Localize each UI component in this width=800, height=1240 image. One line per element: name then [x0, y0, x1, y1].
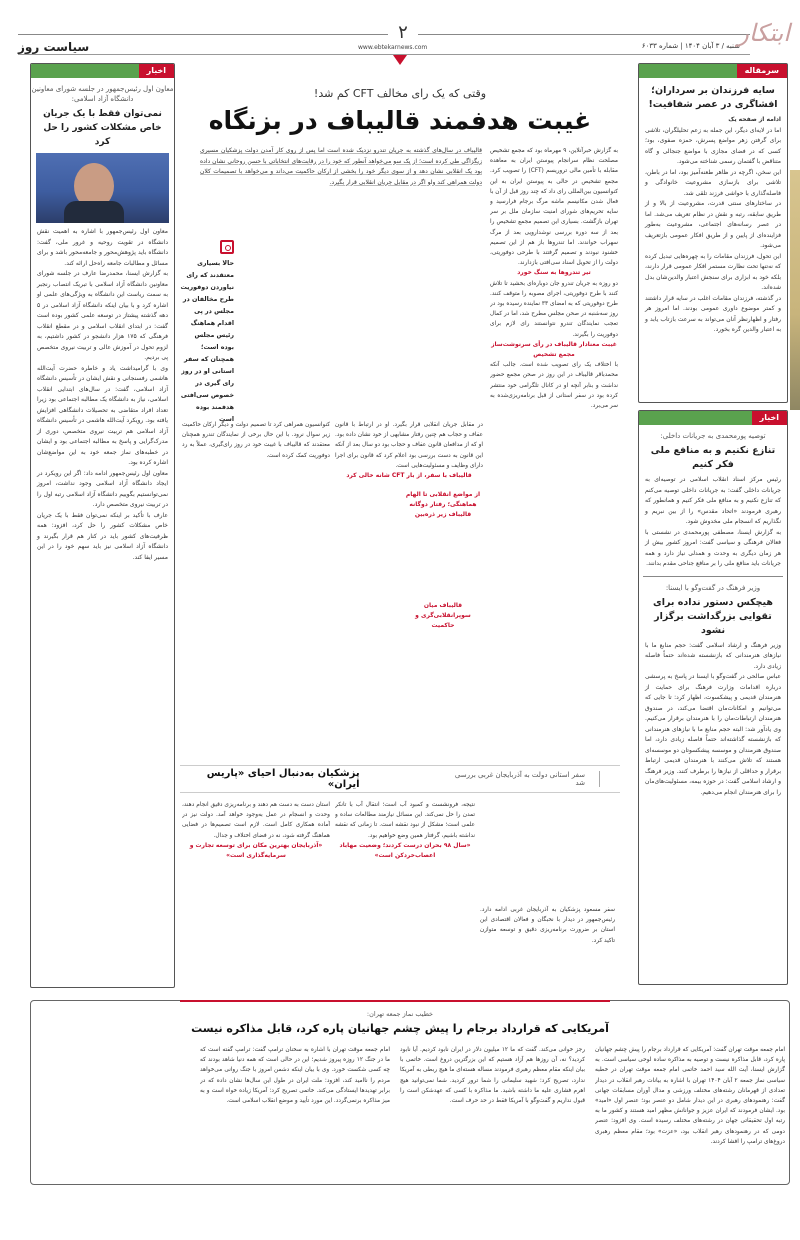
news-kicker: توصیه پورمحمدی به جریانات داخلی: — [660, 432, 766, 440]
editorial-label: سرمقاله — [737, 64, 787, 78]
news-label: اخبار — [139, 64, 174, 78]
editorial-header — [639, 64, 787, 78]
bottom-headline[interactable]: آمریکایی که قرارداد برجام را پیش چشم جهانیان پاره کرد، قابل مذاکره نیست — [191, 1022, 609, 1035]
editorial-box — [638, 63, 788, 403]
editorial-paragraph: این تحول، فرزندان مقامات را به چهره‌هایی تبدیل کرده که نه‌تنها تحت نظارت مستمر افکار عمومی قرار دارند، بلکه خود به ابزاری برای سنجش اعتبار والدین‌شان بدل شده‌اند. — [645, 252, 781, 291]
pezeshkian-col-3: سفر مسعود پزشکیان به آذربایجان غربی ادامه دارد. رئیس‌جمهور در دیدار با نخبگان و فعالان اقتصادی این استان بر ضرورت برنامه‌ریزی دقیق و توسعه متوازن تاکید کرد. — [480, 907, 615, 944]
bottom-col-left: امام جمعه موقت تهران با اشاره به سخنان ترامپ گفت: ترامپ گفته است که ما در جنگ ۱۲ روزه پیروز شدیم؛ این در حالی است که همه دنیا شاهد بودند که چه کسی شکست خورد. وی با بیان اینکه دشمن امروز با جنگ روانی می‌خواهد مردم را ناامید کند، افزود: ملت ایران در طول این سال‌ها نشان داده که در برابر تهدیدها ایستادگی می‌کند. خاتمی تصریح کرد: آمریکا زیاده خواه است و به میز مذاکره برنمی‌گردد. این مورد تأیید و موضع انقلاب اسلامی است. — [200, 1047, 390, 1105]
main-col-4: کنوانسیون همراهی کرد تا تصمیم دولت و دیگر ارکان حاکمیت زیر سوال نرود. با این حال برخی از نمایندگان تندرو همچنان معتقدند که قالیباف با غیبت خود در روز رای‌گیری، عملاً به رد دوفوریت کمک کرده است. — [182, 422, 330, 459]
news-paragraph: معاون اول رئیس‌جمهور با اشاره به اهمیت نقش دانشگاه در تقویت روحیه و غرور ملی، گفت: دانشگاه باید پژوهش‌محور و جامعه‌محور باشد و برای مسائل و مطالبات جامعه راه‌حل ارائه کند. — [37, 228, 168, 267]
news-title[interactable]: نمی‌توان فقط با یک جریان خاص مشکلات کشور را حل کرد — [43, 109, 162, 147]
qalibaf-photo — [790, 170, 800, 410]
news-header — [639, 411, 787, 425]
main-col-3: در مقابل جریان انقلابی قرار بگیرد. او در ارتباط با قانون عفاف و حجاب هم چنین رفتار مشابهی از خود نشان داده بود. او که از مدافعان قانون عفاف و حجاب بود دو سال بعد از آنکه این قانون به دست بررسی بود اعلام کرد که قانون برای اجرا دارای وظایف و مسئولیت‌هایی است. قالیباف با سفر، از بار CFT شانه خالی کرد — [335, 420, 483, 760]
pezeshkian-col-1: نتیجه، فرونشست و کمبود آب است؛ انتقال آب با تانکر تمدن را حل نمی‌کند. این مسائل نیازمند مطالعات ساده و علمی است؛ مشکل از نبود نقشه است. تا زمانی که نقشه نداشته باشیم، گرفتار همین وضع خواهیم بود. «سال ۹۸ بحران درست کردند؛ وضعیت مهاباد اعصاب‌خردکن است» — [335, 800, 475, 990]
main-col-2 — [405, 490, 481, 760]
pezeshkian-quote: «سال ۹۸ بحران درست کردند؛ وضعیت مهاباد اعصاب‌خردکن است» — [339, 841, 471, 860]
news-paragraph: وزیر فرهنگ و ارشاد اسلامی گفت: حجم منابع ما با نیازهای هنرمندانی که بازنشسته شده‌اند حتماً فاصله زیادی دارد. — [645, 641, 781, 670]
aref-photo — [36, 153, 169, 223]
newspaper-logo: ابتکار — [737, 19, 790, 47]
subhead: از مواضع انقلابی تا الهام هماهنگی؛ رفتار دوگانه قالیباف زیر ذره‌بین — [405, 491, 481, 519]
news-paragraph: به گزارش ایسنا، مصطفی پورمحمدی در نشستی با فعالان فرهنگی و سیاسی گفت: امروز کشور بیش از هر زمان دیگری به وحدت و همدلی نیاز دارد و همه جریانات باید منافع ملی را بر منافع جناحی مقدم بدانند. — [645, 528, 781, 567]
pezeshkian-quote: «آذربایجان بهترین مکان برای توسعه تجارت و سرمایه‌گذاری است» — [189, 841, 323, 860]
news-paragraph: رئیس مرکز اسناد انقلاب اسلامی در توصیه‌ای به جریانات داخلی گفت: به جریانات داخلی توصیه می‌کنم که تنازع نکنیم و به منافع ملی فکر کنیم و همانطور که رهبری فرمودند «اتحاد مقدس» را از بین نبریم و نگذاریم که انسجام ملی مخدوش شود. — [645, 476, 781, 525]
pezeshkian-header — [180, 765, 620, 793]
news-paragraph: عارف با تأکید بر اینکه نمی‌توان فقط با یک جریان خاص مشکلات کشور را حل کرد، افزود: همه ظرفیت‌های کشور باید در کنار هم قرار بگیرند و دانشگاه آزاد اسلامی نیز باید سهم خود را در این مسیر ایفا کند. — [37, 511, 168, 561]
news-kicker-2: وزیر فرهنگ در گفت‌وگو با ایسنا: — [665, 583, 761, 592]
news-paragraph: عباس صالحی در گفت‌وگو با ایسنا در پاسخ به پرسشی درباره اقدامات وزارت فرهنگ برای حمایت از هنرمندان قدیمی و پیشکسوت، اظهار کرد: تا جایی که می‌توانیم و امکانات‌مان اقتضا می‌کند، در صندوق هنرمندان ارتباطات‌مان را با هنرمندان برقرار می‌کنیم. وی یادآور شد: البته حجم منابع ما با نیازهای هنرمندانی که بازنشسته گذاشته‌اند حتماً فاصله زیادی دارد، اما صندوق هنرمندان و موسسه پیشکسوتان دو موسسه‌ای هستند که تلاش می‌کنند با هنرمندان قدیمی ارتباط برقرار و حداقلی از نیازها را برطرف کنند. وزیر فرهنگ و ارشاد اسلامی گفت: در حوزه بیمه، مسئولیت‌های‌مان را برای هنرمندان انجام می‌دهیم. — [645, 673, 781, 796]
site-url[interactable]: www.ebtekarnews.com — [358, 44, 428, 51]
news-box-left — [30, 63, 175, 988]
news-title[interactable]: تنازع نکنیم و به منافع ملی فکر کنیم — [650, 445, 776, 470]
news-box-right — [638, 410, 788, 985]
masthead-rule — [18, 34, 750, 35]
masthead — [18, 19, 790, 54]
main-lead: قالیباف در سال‌های گذشته به جریان تندرو نزدیک شده است اما پس از روی کار آمدن دولت پزشکیان مسیری زیگزاگی طی کرده است؛ از یک سو می‌خواهد آنطور که خود را در رقابت‌های انتخاباتی با حسن روحانی نشان داده بود یک انقلابی نشان دهد و از سوی دیگر خود را بخشی از ارکان حاکمیت می‌داند و می‌خواهد با تصمیمات کلان دولت همراهی کند ولو اگر در مقابل جریان انقلابی قرار بگیرد. — [200, 147, 482, 186]
editorial-paragraph: در ساختارهای سنتی قدرت، مشروعیت از بالا و از طریق سابقه، رتبه و نقش در نظام تعریف می‌شد. اما در عصر رسانه‌های اجتماعی، مشروعیت به‌طور فزاینده‌ای از پایین و از طریق افکار عمومی بازتعریف می‌شود. — [645, 200, 781, 249]
section-name: سیاست روز — [18, 40, 90, 54]
news-paragraph: وی با گرامیداشت یاد و خاطره حضرت آیت‌الله هاشمی رفسنجانی و نقش ایشان در تأسیس دانشگاه آزاد اسلامی، گفت: در سال‌های ابتدایی انقلاب اسلامی، نیاز به دانشگاه یک مطالبه اجتماعی بود زیرا تعداد افراد متقاضی به تحصیلات دانشگاهی افزایش یافته بود. رویکرد آیت‌الله هاشمی در تأسیس دانشگاه آزاد اسلامی هم تربیت نیروی متخصص، دوری از مدرک‌گرایی و پاسخ به مطالبه اجتماعی بود و ایشان در خطبه‌های نماز جمعه خود به این مواضع‌شان اشاره کرده بود. — [37, 364, 168, 466]
subhead: قالیباف میان سوپرانقلابی‌گری و حاکمیت — [415, 601, 471, 630]
pezeshkian-kicker: سفر استانی دولت به آذربایجان غربی بررسی شد — [450, 771, 600, 787]
main-marker-icon — [393, 55, 407, 65]
pezeshkian-title[interactable]: پزشکیان به‌دنبال احیای «پاریس ایران» — [206, 768, 360, 790]
news-title-2[interactable]: هیچکس دستور نداده برای تقوایی بزرگداشت برگزار نشود — [653, 596, 773, 636]
editorial-continued: ادامه از صفحه یک — [728, 116, 781, 123]
main-col-intro: به گزارش خبرآنلاین، ۹ مهرماه بود که مجمع تشخیص مصلحت نظام سرانجام پیوستن ایران به معاهده مقابله با تأمین مالی تروریسم (CFT) را تصویب کرد. مجمع تشخیص در حالی به پیوستن ایران به این کنوانسیون بین‌المللی رای داد که چند روز قبل از آن با فعال شدن مکانیسم ماشه مرگ برجام فرارسید و سایه تحریم‌های شورای امنیت سازمان ملل بر سر تهران بازگشت. بسیاری این تصمیم مجمع تشخیص را بعد از سه دوره بررسی نوشدارویی بعد از مرگ سهراب خواندند. اما تندروها باز هم از این تصمیم خشنود نبودند و تصمیم گرفتند با طرحی دوفوریتی، دولت را از تحویل اسناد سی‌افتی بازدارند. تیر تندروها به سنگ خورد دو روزه به جریان تندرو جان دوباره‌ای بخشید تا تلاش کنند با طرح دوفوریتی، اجرای مصوبه را متوقف کنند. طرح دوفوریتی که به امضای ۳۳ نماینده رسیده بود در روز سه‌شنبه در صحن مجلس مطرح شد، اما در کمال تعجب نمایندگان تندرو نتوانستند رای لازم برای دوفوریت را بگیرند. غیبت معنادار قالیباف در رأی سرنوشت‌ساز مجمع تشخیص با اختلاف یک رای تصویب شده است. جالب آنکه محمدباقر قالیباف در این روز در صحن مجمع حضور نداشت و بنابر آنچه او در کانال تلگرامی خود منتشر کرده بود در سفر استانی از قبل برنامه‌ریزی‌شده به سر می‌برد. — [490, 148, 618, 410]
masthead-rule-bottom — [18, 54, 750, 55]
pezeshkian-col-2: استان دست به دست هم دهند و برنامه‌ریزی دقیق انجام دهند، وحدت و انسجام در عمل به‌وجود خواهد آمد. دولت نیز در آماده همکاری کامل است. لازم است تصمیم‌ها در فضایی هماهنگ گرفته شود، نه در فضای اختلاف و جدال. «آذربایجان بهترین مکان برای توسعه تجارت و سرمایه‌گذاری است» — [182, 800, 330, 990]
subhead: قالیباف با سفر، از بار CFT شانه خالی کرد — [346, 472, 472, 480]
main-headline[interactable]: غیبت هدفمند قالیباف در بزنگاه — [208, 106, 592, 135]
pull-quote: حالا بسیاری معتقدند که رای نیاوردن دوفوریت طرح مخالفان در مجلس در پی اقدام هماهنگ رئیس مجلس بوده است؛ همچنان که سفر استانی او در روز رای گیری در خصوص سی‌افتی هدفمند بوده است — [180, 240, 234, 426]
news-kicker: معاون اول رئیس‌جمهور در جلسه شورای معاونین دانشگاه آزاد اسلامی: — [31, 85, 174, 103]
editorial-title[interactable]: سایه فرزندان بر سرداران؛ افشاگری در عصر شفافیت! — [648, 85, 778, 110]
subhead: غیبت معنادار قالیباف در رأی سرنوشت‌ساز مجمع تشخیص — [491, 340, 617, 359]
issue-info: شنبه / ۳ آبان ۱۴۰۴ | شماره ۶۰۳۳ — [641, 42, 740, 50]
main-kicker: وقتی که یک رای مخالف CFT کم شد! — [313, 87, 487, 100]
news-header — [31, 64, 174, 78]
editorial-paragraph: در گذشته، فرزندان مقامات اغلب در سایه قرار داشتند و کمتر موضوع داوری عمومی بودند. اما امروز هر رفتار و اظهارنظر آنان می‌تواند به سرعت بازتاب یابد و به اعتبار والدین گره بخورد. — [645, 294, 781, 333]
page-number: ۲ — [388, 22, 418, 43]
editorial-paragraph: این سخن، اگرچه در ظاهر طعنه‌آمیز بود، اما در باطن، تلاشی برای بازسازی مشروعیت خانوادگی و فاصله‌گذاری با حواشی فرزند تلقی شد. — [645, 168, 781, 197]
bottom-red-rule — [180, 1000, 610, 1002]
news-paragraph: به گزارش ایسنا، محمدرضا عارف در جلسه شورای معاونین دانشگاه آزاد اسلامی با تبریک انتصاب رنجبر به سمت ریاست این دانشگاه به ویژگی‌های علمی او اشاره کرد و با بیان اینکه دانشگاه آزاد اسلامی در ۵ دهه گذشته پیشتاز در توسعه علمی کشور بوده است گفت: در ابتدای انقلاب اسلامی و در مقطع انقلاب فرهنگی که ۱۷۵ هزار دانشجو در کشور داشتیم، به لزوم تحول در آموزش عالی و تربیت نیروی متخصص پی بردیم. — [37, 270, 168, 361]
editorial-paragraph: اما در لایه‌ای دیگر، این جمله به زعم تحلیلگران، تلاشی برای گرفتن زهر مواضع پسرش، حمزه صفوی، بود؛ کسی که در فضای مجازی با مواضع جنجالی و گاه متناقض با گفتمان رسمی شناخته می‌شود. — [645, 126, 781, 165]
news-label: اخبار — [752, 411, 787, 425]
bottom-kicker: خطیب نماز جمعه تهران: — [366, 1010, 434, 1018]
bottom-col-mid: رجز خوانی می‌کند. گفت که ما ۱۲ میلیون دلار در ایران نابود کردیم. آیا نابود کردید؟ نه، آن روزها هم آزاد هستیم که این بزرگترین دروغ است. خاتمی با بیان اینکه مقام معظم رهبری فرمودند مساله هسته‌ای ما هیچ ربطی به آمریکا ندارد، تصریح کرد: شهید سلیمانی را شما ترور کردید. شما نمی‌توانید هیچ اهرم فشاری علیه ما داشته باشید. ما مذاکره با کسی که عهدشکن است را قبول نداریم و گفت‌وگو با آمریکا فقط در حد حرف است. — [400, 1047, 585, 1105]
quote-icon — [220, 240, 234, 254]
subhead: تیر تندروها به سنگ خورد — [517, 269, 591, 277]
bottom-col-right: امام جمعه موقت تهران گفت: آمریکایی که قرارداد برجام را پیش چشم جهانیان پاره کرد، قابل مذاکره نیست و توصیه به مذاکره ساده لوحی سیاسی است. به گزارش ایسنا، آیت الله سید احمد خاتمی امام جمعه موقت تهران در خطبه سیاسی نماز جمعه ۲ آبان ۱۴۰۴ تهران با اشاره به بیانات رهبر انقلاب در دیدار تعدادی از قهرمانان رشته‌های مختلف ورزشی و مدال آوران مسابقات جهانی گفت: رهنمودهای رهبری در این دیدار شامل دو عنصر بود؛ عنصر اول «امید» بود. ایشان فرمودند که ایران عزیز و جوانانش مظهر امید هستند و کشور ما به رتبه اول تحقیقاتی جهان در رشته‌های مختلف رسیده است. وی افزود: عنصر دومی که در رهنمودهای رهبر انقلاب بود، «عزت» بود؛ مقام معظم رهبری دروغ‌های ترامپ را افشا کردند. — [595, 1047, 785, 1145]
news-paragraph: معاون اول رئیس‌جمهور ادامه داد: اگر این رویکرد در ایجاد دانشگاه آزاد اسلامی وجود نداشت، امروز نمی‌توانستیم بگوییم دانشگاه آزاد اسلامی رتبه اول را در تربیت نیروی متخصص دارد. — [37, 469, 168, 508]
